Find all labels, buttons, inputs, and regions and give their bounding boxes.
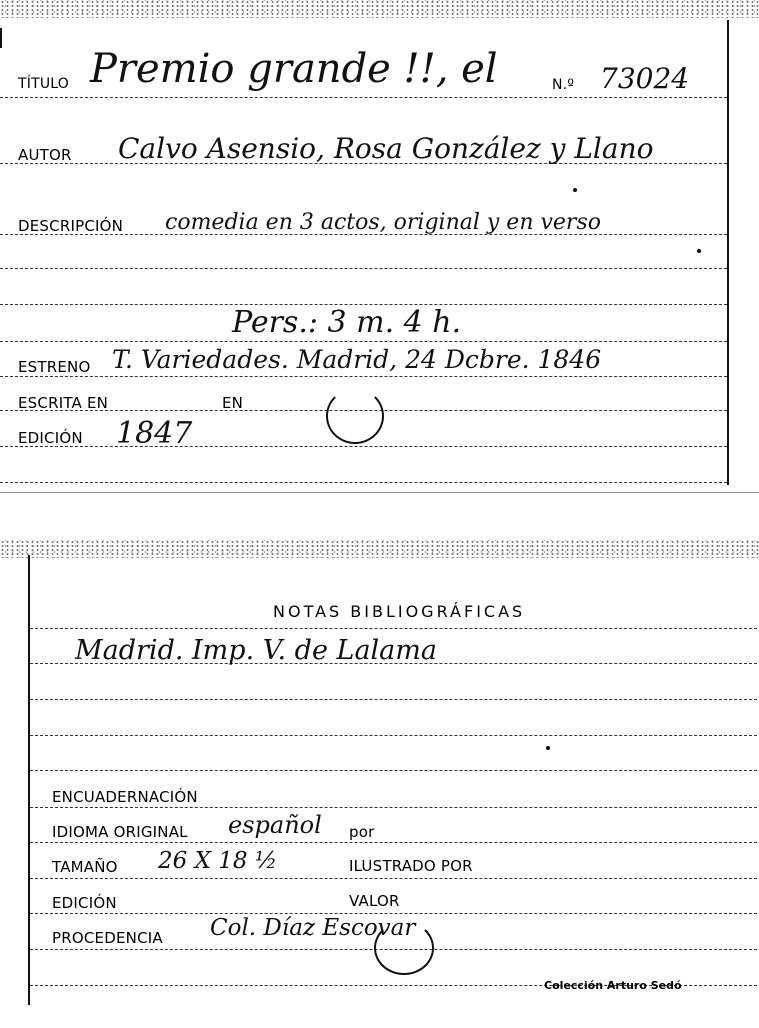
autor-label: AUTOR: [18, 146, 72, 164]
numero-label: N.º: [552, 77, 575, 93]
page-divider: [0, 492, 759, 493]
tamano-label: TAMAÑO: [52, 858, 118, 876]
valor-label: VALOR: [349, 892, 400, 910]
rule-line: [30, 699, 757, 700]
rule-line: [0, 341, 727, 342]
titulo-label: TÍTULO: [18, 76, 69, 92]
ilustrado-label: ILUSTRADO POR: [349, 857, 473, 875]
descripcion-label: DESCRIPCIÓN: [18, 217, 124, 235]
ink-dot: [546, 746, 550, 750]
escrita-label: ESCRITA EN: [18, 394, 109, 412]
estreno-label: ESTRENO: [18, 358, 91, 376]
rule-line: [30, 735, 757, 736]
idioma-label: IDIOMA ORIGINAL: [52, 823, 188, 841]
rule-line: [0, 97, 727, 98]
procedencia-value: Col. Díaz Escovar: [210, 915, 416, 941]
rule-line: [30, 913, 757, 914]
autor-value: Calvo Asensio, Rosa González y Llano: [118, 132, 654, 165]
card-right-border: [727, 20, 729, 485]
descripcion-value: comedia en 3 actos, original y en verso: [165, 210, 601, 235]
encuadernacion-label: ENCUADERNACIÓN: [52, 788, 198, 806]
punch-hole: [374, 921, 434, 975]
personajes-value: Pers.: 3 m. 4 h.: [232, 305, 462, 340]
por-label: por: [349, 823, 375, 841]
rule-line: [0, 376, 727, 377]
rule-line: [0, 446, 727, 447]
ink-dot: [573, 188, 577, 192]
card-left-mark: [0, 28, 2, 48]
rule-line: [0, 482, 727, 483]
notas-value: Madrid. Imp. V. de Lalama: [75, 635, 437, 666]
en-label: EN: [222, 394, 244, 412]
edicion-label: EDICIÓN: [18, 429, 83, 447]
rule-line: [30, 628, 757, 629]
titulo-value: Premio grande !!, el: [90, 46, 498, 92]
catalog-card-top: [0, 0, 759, 495]
ink-dot: [697, 249, 701, 253]
catalog-card-bottom: [0, 535, 759, 1028]
card-bottom-edge-texture: [0, 540, 759, 558]
rule-line: [0, 268, 727, 269]
collection-credit: Colección Arturo Sedó: [544, 979, 682, 992]
notas-header: NOTAS BIBLIOGRÁFICAS: [273, 602, 526, 621]
procedencia-label: PROCEDENCIA: [52, 929, 163, 947]
tamano-value: 26 X 18 ½: [158, 848, 278, 874]
card-left-border: [28, 555, 30, 1005]
edicion-value: 1847: [116, 416, 193, 451]
rule-line: [30, 770, 757, 771]
rule-line: [30, 807, 757, 808]
rule-line: [30, 842, 757, 843]
idioma-value: español: [228, 811, 322, 839]
edicion-label-bottom: EDICIÓN: [52, 894, 117, 912]
rule-line: [30, 878, 757, 879]
card-top-edge-texture: [0, 0, 759, 18]
punch-hole: [326, 388, 384, 444]
estreno-value: T. Variedades. Madrid, 24 Dcbre. 1846: [112, 345, 602, 374]
numero-value: 73024: [600, 62, 690, 95]
